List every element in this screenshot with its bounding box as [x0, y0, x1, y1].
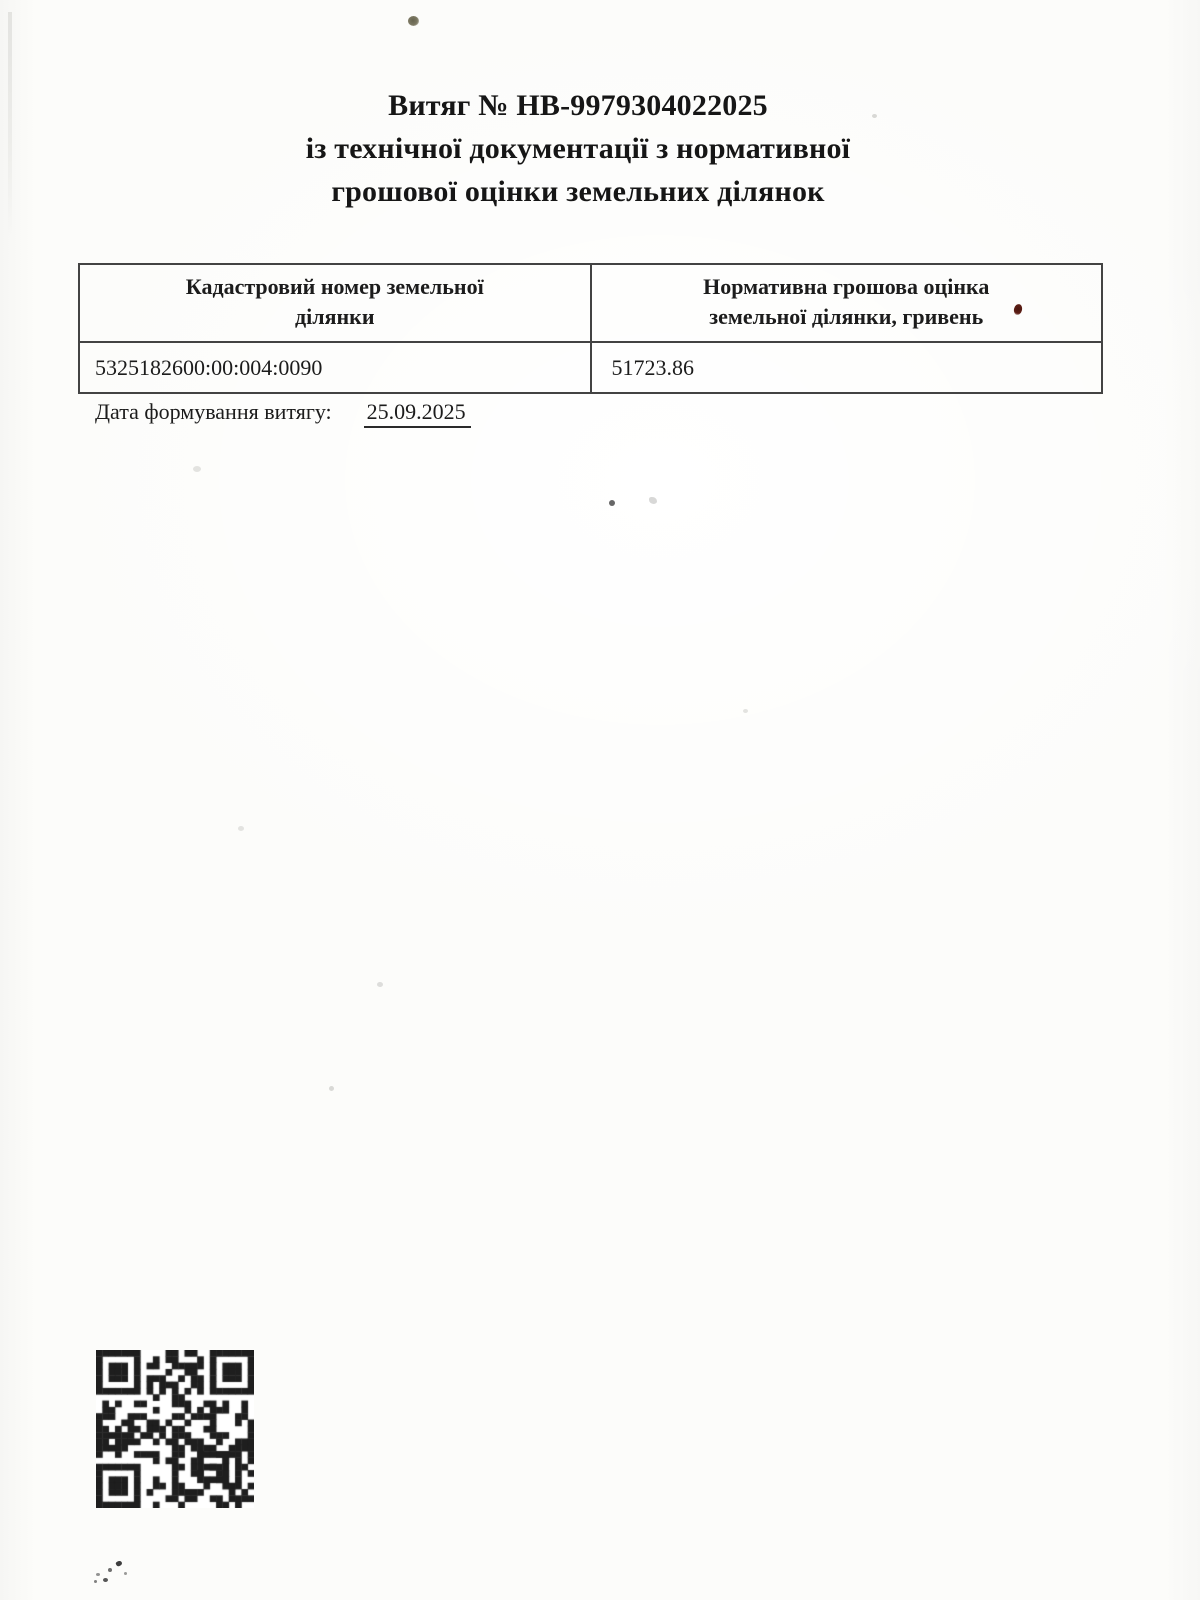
date-label: Дата формування витягу:	[95, 399, 332, 424]
title-line-1: Витяг № НВ-9979304022025	[388, 89, 768, 122]
scan-smudge	[238, 826, 244, 831]
date-line	[95, 399, 471, 428]
scan-ink-mark	[103, 1578, 108, 1582]
scan-smudge	[329, 1086, 334, 1091]
document-title	[0, 84, 1200, 213]
scan-smudge	[377, 982, 383, 987]
title-line-2: із технічної документації з нормативної	[305, 132, 851, 165]
scan-ink-mark	[94, 1580, 97, 1583]
col-header-cadastral-number	[79, 264, 591, 342]
cadastral-number-value: 5325182600:00:004:0090	[79, 342, 591, 393]
scan-ink-mark	[124, 1572, 127, 1575]
scan-ink-mark	[115, 1560, 123, 1567]
scan-speck	[408, 16, 419, 26]
title-line-3: грошової оцінки земельних ділянок	[331, 175, 825, 208]
table-header-row	[79, 264, 1102, 342]
qr-code	[96, 1350, 254, 1508]
valuation-table	[78, 263, 1103, 394]
scan-ink-mark	[96, 1573, 100, 1576]
scan-ink-mark	[108, 1568, 112, 1572]
scan-smudge	[743, 709, 748, 713]
valuation-value: 51723.86	[591, 342, 1103, 393]
table-row	[79, 342, 1102, 393]
col-header-cadastral-number-label: Кадастровий номер земельної ділянки	[185, 274, 484, 329]
scan-smudge	[872, 114, 877, 118]
scan-speck	[609, 500, 615, 506]
col-header-valuation	[591, 264, 1103, 342]
col-header-valuation-label: Нормативна грошова оцінка земельної ділянки, гривень	[703, 274, 990, 329]
scan-smudge	[193, 466, 201, 472]
date-value: 25.09.2025	[364, 399, 471, 428]
scan-speck	[649, 497, 657, 504]
